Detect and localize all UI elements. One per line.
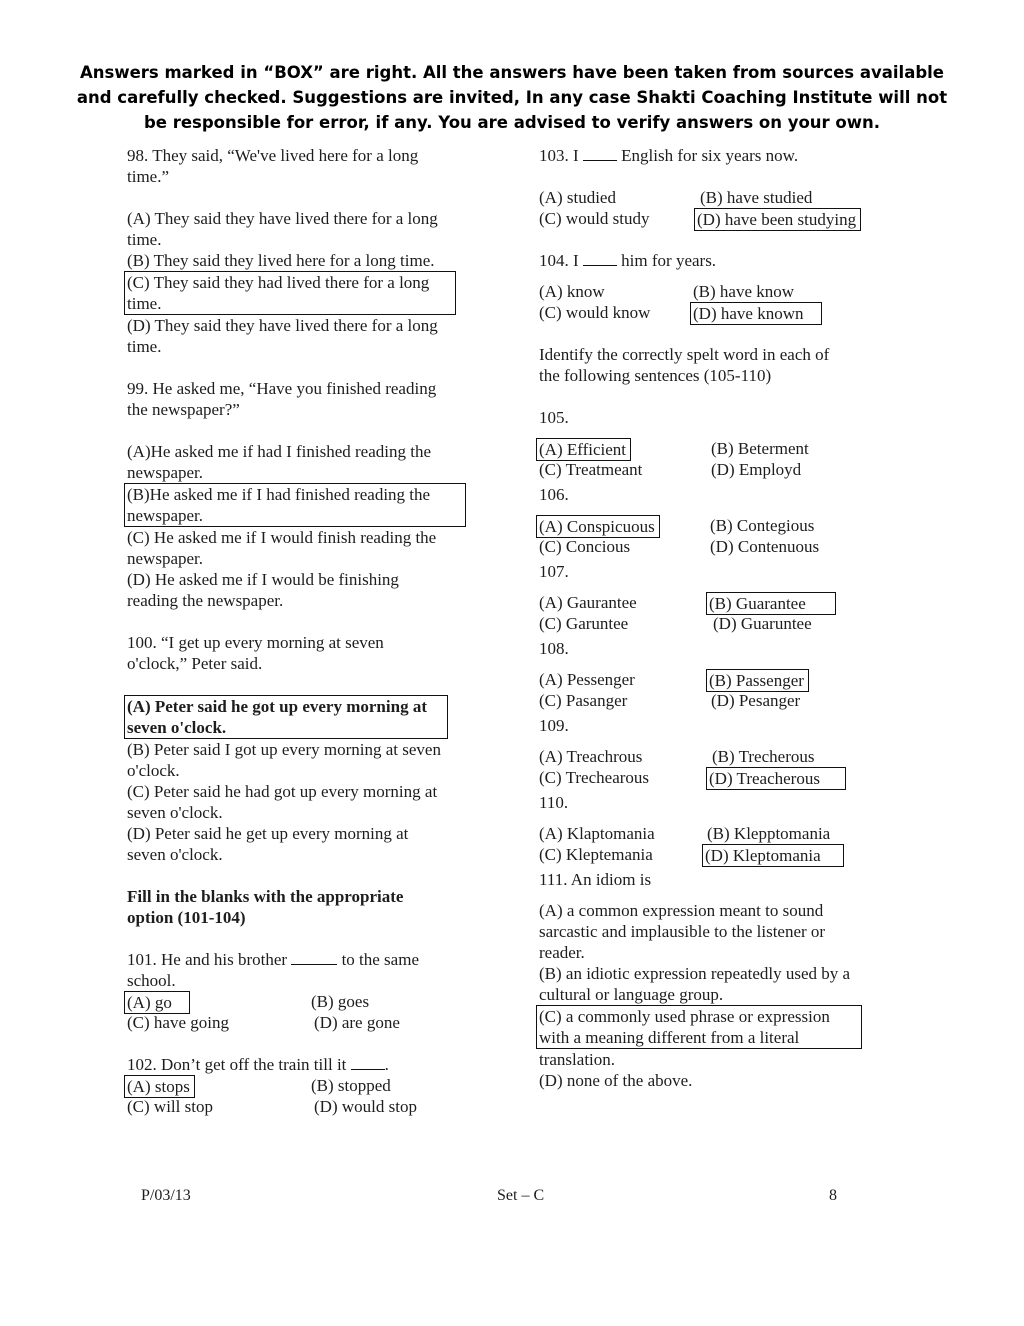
option-a-cont: seven o'clock.	[127, 718, 227, 737]
question-number: 109.	[539, 716, 569, 735]
option-d: (D) Guaruntee	[713, 614, 812, 633]
question-stem: 111. An idiom is	[539, 870, 652, 889]
question-98	[127, 145, 472, 357]
option-d: (D) have known	[690, 302, 822, 325]
option-b: (B) have studied	[700, 188, 813, 207]
option-b-cont: newspaper.	[127, 506, 204, 525]
option-a-cont: time.	[127, 230, 162, 249]
stem-before-blank: 103. I	[539, 146, 579, 165]
correct-answer-box	[124, 483, 466, 527]
section-heading-cont: option (101-104)	[127, 908, 246, 927]
options-row	[539, 459, 879, 480]
paper-code: P/03/13	[141, 1187, 191, 1204]
left-column	[127, 145, 472, 1117]
option-d: (D) Contenuous	[710, 537, 820, 556]
option-a: (A)He asked me if had I finished reading the	[127, 442, 431, 461]
question-number: 108.	[539, 639, 569, 658]
option-d: (D) none of the above.	[539, 1071, 693, 1090]
options-row	[127, 1012, 472, 1033]
option-c: (C) Garuntee	[539, 614, 629, 633]
correct-answer-box	[536, 1005, 862, 1049]
option-c-cont: seven o'clock.	[127, 803, 223, 822]
option-a: (A) Peter said he got up every morning at	[127, 697, 427, 716]
options-row	[539, 690, 879, 711]
options-row	[539, 438, 879, 459]
question-number: 105.	[539, 408, 569, 427]
option-c: (C) Pasanger	[539, 691, 628, 710]
option-c-cont: time.	[127, 294, 162, 313]
option-c: (C) will stop	[127, 1097, 213, 1116]
question-stem	[539, 250, 879, 271]
question-stem-cont: school.	[127, 971, 176, 990]
stem-after-blank: English for six years now.	[621, 146, 799, 165]
stem-before-blank: 101. He and his brother	[127, 950, 288, 969]
options-row	[539, 302, 879, 323]
question-stem	[127, 949, 472, 970]
option-c-cont: with a meaning different from a literal	[539, 1028, 800, 1047]
options-row	[539, 746, 879, 767]
options-row	[539, 613, 879, 634]
option-b: (B) Contegious	[710, 516, 815, 535]
option-c: (C) would know	[539, 303, 651, 322]
question-101	[127, 949, 472, 1033]
option-b-cont: o'clock.	[127, 761, 180, 780]
option-c: (C) They said they had lived there for a long	[127, 273, 430, 292]
question-stem: 99. He asked me, “Have you finished reading	[127, 379, 437, 398]
option-a-cont: sarcastic and implausible to the listener or	[539, 922, 826, 941]
stem-after-blank: .	[384, 1055, 389, 1074]
options-row	[539, 844, 879, 865]
answer-blank	[583, 251, 617, 266]
options-row	[539, 669, 879, 690]
option-d: (D) would stop	[314, 1097, 417, 1116]
option-c: (C) Kleptemania	[539, 845, 653, 864]
fill-blanks-heading	[127, 886, 472, 928]
stem-after-blank: him for years.	[621, 251, 717, 270]
option-d-cont: seven o'clock.	[127, 845, 223, 864]
option-b: (B) Peter said I got up every morning at seven	[127, 740, 441, 759]
option-d: (D) Pesanger	[711, 691, 801, 710]
question-100	[127, 632, 472, 865]
option-b: (B) Klepptomania	[707, 824, 831, 843]
options-row	[539, 187, 879, 208]
options-row	[539, 592, 879, 613]
question-107	[539, 561, 879, 634]
question-105	[539, 407, 879, 480]
section-heading-cont: the following sentences (105-110)	[539, 366, 772, 385]
answer-blank	[351, 1055, 385, 1070]
option-b-cont: cultural or language group.	[539, 985, 724, 1004]
answer-blank	[583, 146, 617, 161]
option-a: (A) Treachrous	[539, 747, 643, 766]
option-d: (D) Peter said he get up every morning at	[127, 824, 409, 843]
disclaimer-line-2: and carefully checked. Suggestions are invited, In any case Shakti Coaching Institute will not	[76, 88, 948, 107]
option-a: (A) Efficient	[536, 438, 631, 461]
question-stem: 100. “I get up every morning at seven	[127, 633, 384, 652]
option-c: (C) a commonly used phrase or expression	[539, 1007, 830, 1026]
option-d: (D) Treacherous	[706, 767, 846, 790]
question-stem-cont: time.”	[127, 167, 170, 186]
option-b: (B)He asked me if I had finished reading the	[127, 485, 431, 504]
option-c: (C) Trechearous	[539, 768, 650, 787]
options-row	[539, 208, 879, 229]
option-d: (D) have been studying	[694, 208, 861, 231]
question-number: 107.	[539, 562, 569, 581]
option-b: (B) They said they lived here for a long time.	[127, 251, 435, 270]
question-108	[539, 638, 879, 711]
question-stem	[127, 1054, 472, 1075]
option-b: (B) an idiotic expression repeatedly used by a	[539, 964, 851, 983]
option-c: (C) have going	[127, 1013, 229, 1032]
question-110	[539, 792, 879, 865]
option-b: (B) Passenger	[706, 669, 809, 692]
option-a: (A) studied	[539, 188, 616, 207]
set-label: Set – C	[497, 1187, 545, 1204]
correct-answer-box	[124, 271, 456, 315]
options-row	[127, 991, 472, 1012]
option-b: (B) have know	[693, 282, 795, 301]
question-103	[539, 145, 879, 229]
option-a-cont: newspaper.	[127, 463, 204, 482]
option-b: (B) Trecherous	[712, 747, 815, 766]
option-b: (B) goes	[311, 992, 370, 1011]
section-heading: Fill in the blanks with the appropriate	[127, 887, 404, 906]
question-104	[539, 250, 879, 323]
option-a: (A) a common expression meant to sound	[539, 901, 824, 920]
option-c: (C) Concious	[539, 537, 631, 556]
option-a: (A) Pessenger	[539, 670, 635, 689]
option-a: (A) Conspicuous	[536, 515, 660, 538]
option-a: (A) stops	[124, 1075, 195, 1098]
options-row	[539, 767, 879, 788]
option-a: (A) Gaurantee	[539, 593, 637, 612]
option-c: (C) Peter said he had got up every morning at	[127, 782, 438, 801]
option-b: (B) Beterment	[711, 439, 809, 458]
option-a: (A) know	[539, 282, 605, 301]
options-row	[127, 1075, 472, 1096]
option-d: (D) are gone	[314, 1013, 400, 1032]
options-row	[539, 536, 879, 557]
disclaimer-line-1: Answers marked in “BOX” are right. All the answers have been taken from sources available	[79, 63, 944, 82]
options-row	[539, 515, 879, 536]
option-c: (C) Treatmeant	[539, 460, 643, 479]
option-b: (B) stopped	[311, 1076, 391, 1095]
option-d-cont: time.	[127, 337, 162, 356]
options-row	[539, 281, 879, 302]
option-d-cont: reading the newspaper.	[127, 591, 284, 610]
question-102	[127, 1054, 472, 1117]
option-a: (A) Klaptomania	[539, 824, 655, 843]
question-106	[539, 484, 879, 557]
option-a: (A) go	[124, 991, 190, 1014]
options-row	[539, 823, 879, 844]
question-stem: 98. They said, “We've lived here for a long	[127, 146, 419, 165]
option-c: (C) He asked me if I would finish reading the	[127, 528, 437, 547]
option-c-cont: newspaper.	[127, 549, 204, 568]
question-number: 106.	[539, 485, 569, 504]
question-stem-cont: o'clock,” Peter said.	[127, 654, 263, 673]
option-d: (D) Kleptomania	[702, 844, 844, 867]
question-stem	[539, 145, 879, 166]
option-a-cont: reader.	[539, 943, 585, 962]
question-stem-cont: the newspaper?”	[127, 400, 240, 419]
question-99	[127, 378, 472, 611]
option-c-cont: translation.	[539, 1050, 616, 1069]
page-number: 8	[829, 1187, 837, 1204]
section-heading: Identify the correctly spelt word in each of	[539, 345, 830, 364]
question-109	[539, 715, 879, 788]
stem-before-blank: 102. Don’t get off the train till it	[127, 1055, 347, 1074]
stem-before-blank: 104. I	[539, 251, 579, 270]
option-d: (D) They said they have lived there for a long	[127, 316, 438, 335]
question-111	[539, 869, 879, 1091]
option-d: (D) He asked me if I would be finishing	[127, 570, 399, 589]
option-a: (A) They said they have lived there for a long	[127, 209, 438, 228]
option-b: (B) Guarantee	[706, 592, 836, 615]
disclaimer-banner	[40, 60, 984, 135]
question-number: 110.	[539, 793, 569, 812]
answer-blank	[291, 950, 337, 965]
right-column	[539, 145, 879, 1091]
correct-answer-box	[124, 695, 448, 739]
stem-after-blank: to the same	[341, 950, 419, 969]
option-c: (C) would study	[539, 209, 650, 228]
options-row	[127, 1096, 472, 1117]
spelling-heading	[539, 344, 879, 386]
disclaimer-line-3: be responsible for error, if any. You are advised to verify answers on your own.	[143, 113, 881, 132]
option-d: (D) Employd	[711, 460, 802, 479]
